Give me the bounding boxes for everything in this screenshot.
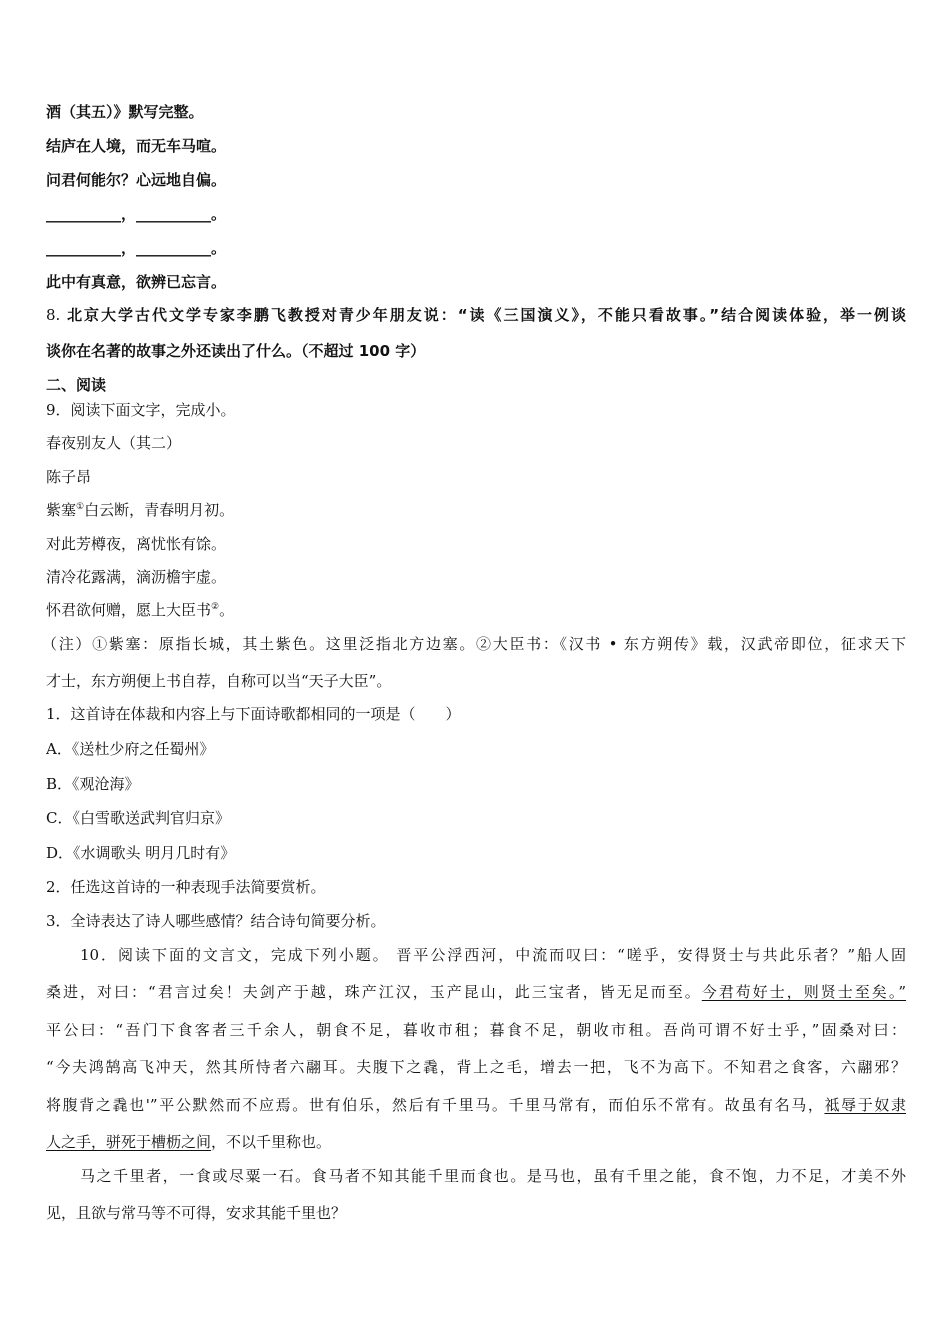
underlined-sentence-2a: 祗辱于奴隶	[824, 1096, 906, 1114]
verse-4-a: 怀君欲何赠，愿上大臣书	[46, 601, 212, 619]
poem-author: 陈子昂	[46, 468, 92, 486]
verse-1-a: 紫塞	[46, 501, 77, 519]
classical-text-p1-line-4: “今夫鸿鹄高飞冲天，然其所恃者六翮耳。夫腹下之毳，背上之毛，增去一把，飞不为高下。不知君之食客，六翮邪？	[46, 1058, 906, 1076]
note-marker-2: ②	[211, 602, 220, 612]
classical-text-p2-line-2: 见，且欲与常马等不可得，安求其能千里也？	[46, 1204, 347, 1222]
question-8-number: 8.	[46, 306, 61, 324]
question-8-text-1: 北京大学古代文学专家李鹏飞教授对青少年朋友说：“读《三国演义》，不能只看故事。”结合阅读体验，举一例谈	[67, 306, 906, 324]
classical-text-p1-line-1: 10．阅读下面的文言文，完成下列小题。 晋平公浮西河，中流而叹曰：“嗟乎，安得贤士与共此乐者？”船人固	[80, 946, 906, 964]
annotation-line-1: （注）①紫塞：原指长城，其土紫色。这里泛指北方边塞。②大臣书：《汉书 • 东方朔传》载，汉武帝即位，征求天下	[42, 635, 906, 653]
classical-text-p2-line-1: 马之千里者，一食或尽粟一石。食马者不知其能千里而食也。是马也，虽有千里之能，食不饱，力不足，才美不外	[80, 1167, 906, 1185]
sub-question-1: 1．这首诗在体裁和内容上与下面诗歌都相同的一项是（ ）	[46, 705, 461, 723]
classical-text-p1-line-6	[46, 1132, 906, 1152]
verse-3: 清冷花露满，滴沥檐宇虚。	[46, 568, 227, 586]
classical-text-p1-line-5	[46, 1095, 906, 1115]
option-c: C．《白雪歌送武判官归京》	[46, 809, 230, 827]
poem-line-1: 结庐在人境，而无车马喧。	[46, 137, 227, 155]
underlined-sentence-2b: 人之手，骈死于槽枥之间	[46, 1133, 212, 1151]
classical-text-p1-line-2	[46, 982, 906, 1002]
option-b: B．《观沧海》	[46, 775, 140, 793]
verse-4	[46, 600, 906, 620]
sub-question-2: 2．任选这首诗的一种表现手法简要赏析。	[46, 878, 326, 896]
option-d: D．《水调歌头 明月几时有》	[46, 844, 236, 862]
poem-title-tail: 酒（其五）》默写完整。	[46, 103, 204, 121]
verse-2: 对此芳樽夜，离忧怅有馀。	[46, 535, 227, 553]
poem-title: 春夜别友人（其二）	[46, 434, 182, 452]
section-heading-reading: 二、阅读	[46, 376, 107, 394]
p1-line-2-plain: 桑进，对曰：“君言过矣！夫剑产于越，珠产江汉，玉产昆山，此三宝者，皆无足而至。	[46, 983, 702, 1001]
poem-blank-1: __________，__________。	[46, 205, 227, 223]
sub-question-3: 3．全诗表达了诗人哪些感情？结合诗句简要分析。	[46, 912, 386, 930]
option-a: A．《送杜少府之任蜀州》	[46, 740, 215, 758]
p1-line-6-plain: ，不以千里称也。	[211, 1133, 332, 1151]
poem-blank-2: __________，__________。	[46, 239, 227, 257]
annotation-line-2: 才士，东方朔便上书自荐，自称可以当“天子大臣”。	[46, 672, 392, 690]
verse-1-b: 白云断，青春明月初。	[84, 501, 235, 519]
classical-text-p1-line-3: 平公曰：“吾门下食客者三千余人，朝食不足，暮收市租；暮食不足，朝收市租。吾尚可谓不好士乎，”固桑对曰：	[46, 1021, 906, 1039]
question-8-line-1	[46, 305, 906, 325]
question-9-intro: 9．阅读下面文字，完成小。	[46, 401, 236, 419]
underlined-sentence-1: 今君苟好士，则贤士至矣。”	[701, 983, 906, 1001]
poem-line-3: 此中有真意，欲辨已忘言。	[46, 273, 227, 291]
verse-1	[46, 500, 906, 520]
note-marker-1: ①	[76, 502, 85, 512]
verse-4-b: 。	[219, 601, 235, 619]
poem-line-2: 问君何能尔？心远地自偏。	[46, 171, 227, 189]
p1-line-5-plain: 将腹背之毳也'”平公默然而不应焉。世有伯乐，然后有千里马。千里马常有，而伯乐不常有。故虽有名马，	[46, 1096, 825, 1114]
question-8-line-2: 谈你在名著的故事之外还读出了什么。（不超过 100 字）	[46, 342, 426, 360]
